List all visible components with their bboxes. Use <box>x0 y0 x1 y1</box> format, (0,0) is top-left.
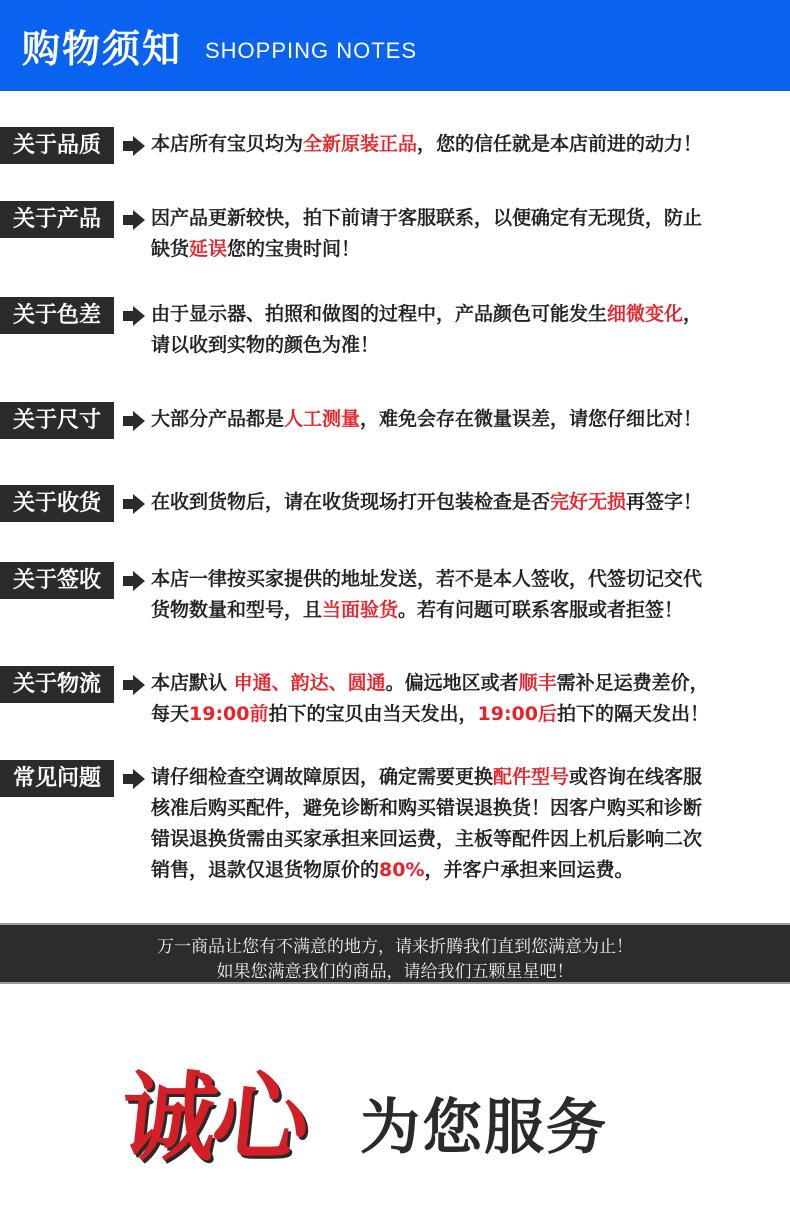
note-label: 关于物流 <box>0 666 114 703</box>
note-line <box>151 129 761 160</box>
note-text <box>151 404 761 435</box>
note-text <box>151 299 761 361</box>
arrow-right-icon <box>122 305 146 327</box>
slogan <box>0 1040 790 1180</box>
note-line <box>151 330 761 361</box>
note-text <box>151 564 761 626</box>
highlight-text: 顺丰 <box>518 672 557 694</box>
page-subtitle: SHOPPING NOTES <box>205 38 418 63</box>
highlight-text: 80% <box>379 859 425 881</box>
note-text-segment: 大部分产品都是 <box>151 408 285 430</box>
highlight-text: 全新原装正品 <box>303 133 418 155</box>
note-text-segment: 。偏远地区或者 <box>385 672 519 694</box>
note-label: 关于产品 <box>0 201 114 238</box>
note-text-segment: 销售，退款仅退货物原价的 <box>151 859 380 881</box>
highlight-text: 完好无损 <box>550 491 627 513</box>
note-text-segment: 拍下的宝贝由当天发出， <box>268 703 478 725</box>
arrow-right-icon <box>122 209 146 231</box>
note-text-segment: 请以收到实物的颜色为准！ <box>151 334 380 356</box>
highlight-text: 当面验货 <box>322 599 399 621</box>
note-text-segment: 您的宝贵时间！ <box>227 238 361 260</box>
footer-line-1: 万一商品让您有不满意的地方，请来折腾我们直到您满意为止！ <box>157 937 633 957</box>
note-text-segment: 请仔细检查空调故障原因，确定需要更换 <box>151 766 494 788</box>
arrow-right-icon <box>122 410 146 432</box>
highlight-text: 19:00后 <box>477 703 557 725</box>
note-text <box>151 487 761 518</box>
note-label: 关于收货 <box>0 485 114 522</box>
note-text-segment: 核准后购买配件，避免诊断和购买错误退换货！因客户购买和诊断 <box>151 797 703 819</box>
note-line <box>151 299 761 330</box>
note-line <box>151 762 761 793</box>
note-text-segment: 每天 <box>151 703 190 725</box>
note-text-segment: 在收到货物后，请在收货现场打开包装检查是否 <box>151 491 551 513</box>
note-label: 关于签收 <box>0 562 114 599</box>
note-line <box>151 668 761 699</box>
arrow-right-icon <box>122 135 146 157</box>
note-text-segment: 或咨询在线客服 <box>569 766 703 788</box>
highlight-text: 配件型号 <box>493 766 570 788</box>
highlight-text: 19:00前 <box>189 703 269 725</box>
slogan-small: 为您服务 <box>360 1093 608 1163</box>
footer-line-2: 如果您满意我们的商品，请给我们五颗星星吧！ <box>216 962 574 982</box>
note-text-segment: 货物数量和型号，且 <box>151 599 323 621</box>
note-line <box>151 487 761 518</box>
note-line <box>151 793 761 824</box>
page-title: 购物须知 <box>22 27 183 71</box>
note-text <box>151 129 761 160</box>
note-text-segment: ，您的信任就是本店前进的动力！ <box>417 133 703 155</box>
note-line <box>151 595 761 626</box>
arrow-right-icon <box>122 674 146 696</box>
note-text-segment: 需补足运费差价， <box>556 672 709 694</box>
note-line <box>151 824 761 855</box>
note-line <box>151 234 761 265</box>
note-line <box>151 404 761 435</box>
note-text-segment: ，难免会存在微量误差，请您仔细比对！ <box>360 408 703 430</box>
note-text <box>151 762 761 886</box>
footer-banner <box>0 923 790 984</box>
arrow-right-icon <box>122 768 146 790</box>
highlight-text: 细微变化 <box>607 303 684 325</box>
note-text-segment: 本店所有宝贝均为 <box>151 133 304 155</box>
note-text <box>151 668 761 730</box>
highlight-text: 人工测量 <box>284 408 361 430</box>
note-line <box>151 564 761 595</box>
highlight-text: 延误 <box>189 238 228 260</box>
note-text-segment: 错误退换货需由买家承担来回运费，主板等配件因上机后影响二次 <box>151 828 703 850</box>
note-text-segment: ， <box>683 303 703 325</box>
highlight-text: 申通、韵达、圆通 <box>233 672 386 694</box>
note-text-segment: 。若有问题可联系客服或者拒签！ <box>398 599 684 621</box>
note-label: 关于色差 <box>0 297 114 334</box>
arrow-right-icon <box>122 570 146 592</box>
note-line <box>151 855 761 886</box>
note-text-segment: 拍下的隔天发出！ <box>557 703 710 725</box>
header-banner <box>0 0 790 91</box>
note-text-segment: 本店一律按买家提供的地址发送，若不是本人签收，代签切记交代 <box>151 568 703 590</box>
note-text-segment: ，并客户承担来回运费。 <box>424 859 634 881</box>
note-text-segment: 再签字！ <box>626 491 703 513</box>
note-text <box>151 203 761 265</box>
note-label: 常见问题 <box>0 760 114 797</box>
slogan-big: 诚心 <box>115 1062 312 1174</box>
note-line <box>151 699 761 730</box>
note-label: 关于尺寸 <box>0 402 114 439</box>
note-text-segment: 因产品更新较快，拍下前请于客服联系，以便确定有无现货，防止 <box>151 207 703 229</box>
note-text-segment: 由于显示器、拍照和做图的过程中，产品颜色可能发生 <box>151 303 608 325</box>
note-line <box>151 203 761 234</box>
note-label: 关于品质 <box>0 127 114 164</box>
note-text-segment: 本店默认 <box>151 672 234 694</box>
note-text-segment: 缺货 <box>151 238 190 260</box>
arrow-right-icon <box>122 493 146 515</box>
